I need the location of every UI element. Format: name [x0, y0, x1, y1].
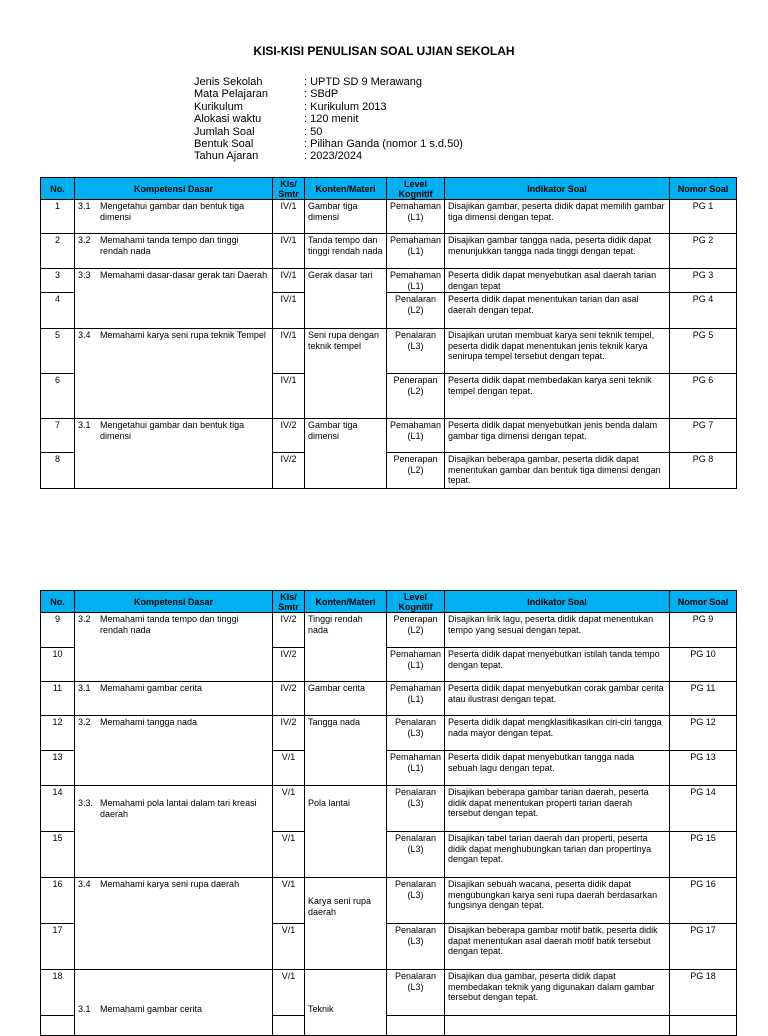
konten-materi: Gambar cerita: [305, 682, 387, 716]
info-row: [194, 113, 463, 125]
nomor-soal: PG 8: [670, 453, 737, 489]
info-row: [194, 101, 463, 113]
kls-smtr: IV/2: [273, 648, 305, 682]
header-no: No.: [41, 591, 75, 613]
row-no: 7: [41, 419, 75, 453]
indikator-soal: Disajikan lirik lagu, peserta didik dapat menentukan tempo yang sesuai dengan tepat.: [445, 613, 670, 648]
header-level-kognitif: Level Kognitif: [387, 178, 445, 200]
kompetensi-dasar-cell: [75, 878, 273, 970]
nomor-soal: PG 15: [670, 832, 737, 878]
document-title: KISI-KISI PENULISAN SOAL UJIAN SEKOLAH: [253, 44, 515, 58]
info-value: : Kurikulum 2013: [304, 100, 387, 113]
row-no: 4: [41, 293, 75, 329]
info-row: [194, 76, 463, 88]
nomor-soal: PG 2: [670, 234, 737, 269]
konten-materi: Tanda tempo dan tinggi rendah nada: [305, 234, 387, 269]
kd-text: Memahami karya seni rupa daerah: [100, 879, 240, 889]
info-value: : 2023/2024: [304, 150, 363, 163]
kompetensi-dasar-cell: [75, 716, 273, 786]
kd-number: 3.2: [78, 717, 91, 727]
kompetensi-dasar-cell: [75, 682, 273, 716]
kls-smtr: V/1: [273, 832, 305, 878]
level-kognitif: Penerapan (L2): [387, 453, 445, 489]
row-no: 8: [41, 453, 75, 489]
kompetensi-dasar-cell: [75, 200, 273, 234]
nomor-soal: PG 14: [670, 786, 737, 832]
kls-smtr: IV/2: [273, 682, 305, 716]
info-label: Jumlah Soal: [194, 125, 255, 138]
info-label: Bentuk Soal: [194, 138, 254, 151]
level-kognitif: Penalaran (L2): [387, 293, 445, 329]
nomor-soal: PG 6: [670, 374, 737, 419]
table-row: [41, 786, 737, 832]
header-indikator-soal: Indikator Soal: [445, 178, 670, 200]
info-row: [194, 88, 463, 100]
kls-smtr: IV/2: [273, 453, 305, 489]
kisi-kisi-table-1: [40, 177, 737, 489]
table-row: [41, 234, 737, 269]
kd-number: 3.3: [78, 270, 91, 280]
indikator-soal: Peserta didik dapat menyebutkan corak gambar cerita atau ilustrasi dengan tepat.: [445, 682, 670, 716]
info-value: : Pilihan Ganda (nomor 1 s.d.50): [304, 138, 463, 151]
nomor-soal: PG 16: [670, 878, 737, 924]
konten-materi: Tangga nada: [305, 716, 387, 786]
nomor-soal: PG 4: [670, 293, 737, 329]
table-row: [41, 682, 737, 716]
kls-smtr: IV/2: [273, 613, 305, 648]
nomor-soal: PG 7: [670, 419, 737, 453]
kompetensi-dasar-cell: [75, 234, 273, 269]
kd-text: Memahami tangga nada: [100, 717, 198, 727]
table-row: [41, 269, 737, 293]
row-no: [41, 1016, 75, 1036]
indikator-soal: Disajikan beberapa gambar, peserta didik dapat menentukan gambar dan bentuk tiga dimensi dengan tepat.: [445, 453, 670, 489]
nomor-soal: PG 18: [670, 970, 737, 1016]
info-label: Kurikulum: [194, 100, 243, 113]
kd-text: Memahami tanda tempo dan tinggi rendah nada: [100, 235, 239, 256]
info-row: [194, 138, 463, 150]
kompetensi-dasar-cell: [75, 269, 273, 329]
indikator-soal: Disajikan beberapa gambar motif batik, peserta didik dapat menentukan asal daerah motif batik tersebut dengan tepat.: [445, 924, 670, 970]
info-row: [194, 126, 463, 138]
row-no: 3: [41, 269, 75, 293]
nomor-soal: PG 17: [670, 924, 737, 970]
table-row: [41, 716, 737, 751]
header-nomor-soal: Nomor Soal: [670, 591, 737, 613]
table-row: [41, 329, 737, 374]
header-konten-materi: Konten/Materi: [305, 591, 387, 613]
level-kognitif: Penerapan (L2): [387, 613, 445, 648]
kd-number: 3.4: [78, 330, 91, 340]
kd-number: 3.2: [78, 235, 91, 245]
nomor-soal: PG 3: [670, 269, 737, 293]
nomor-soal: PG 1: [670, 200, 737, 234]
indikator-soal: Disajikan sebuah wacana, peserta didik dapat mengubungkan karya seni rupa daerah berdasarkan fungsinya dengan tepat.: [445, 878, 670, 924]
nomor-soal: PG 12: [670, 716, 737, 751]
indikator-soal: Peserta didik dapat mengklasifikasikan ciri-ciri tangga nada mayor dengan tepat.: [445, 716, 670, 751]
kd-number: 3.1: [78, 201, 91, 211]
level-kognitif: Pemahaman (L1): [387, 234, 445, 269]
level-kognitif: Penerapan (L2): [387, 374, 445, 419]
header-kls-smtr: Kls/ Smtr: [273, 591, 305, 613]
kls-smtr: IV/1: [273, 269, 305, 293]
kls-smtr: V/1: [273, 924, 305, 970]
level-kognitif: Penalaran (L3): [387, 832, 445, 878]
row-no: 9: [41, 613, 75, 648]
indikator-soal: Peserta didik dapat menyebutkan asal daerah tarian dengan tepat: [445, 269, 670, 293]
table-header-row: [41, 178, 737, 200]
nomor-soal: PG 11: [670, 682, 737, 716]
header-kls-smtr: Kls/ Smtr: [273, 178, 305, 200]
info-value: : UPTD SD 9 Merawang: [304, 76, 422, 88]
row-no: 12: [41, 716, 75, 751]
header-level-kognitif: Level Kognitif: [387, 591, 445, 613]
row-no: 10: [41, 648, 75, 682]
document-info: [194, 76, 463, 163]
indikator-soal: Disajikan dua gambar, peserta didik dapat membedakan teknik yang digunakan dalam gambar tersebut dengan tepat.: [445, 970, 670, 1016]
info-value: : 50: [304, 125, 323, 138]
kompetensi-dasar-cell: [75, 419, 273, 489]
indikator-soal: Disajikan beberapa gambar tarian daerah, peserta didik dapat menentukan properti tarian daerah tersebut dengan tepat.: [445, 786, 670, 832]
level-kognitif: Penalaran (L3): [387, 878, 445, 924]
level-kognitif: [387, 1016, 445, 1036]
row-no: 1: [41, 200, 75, 234]
nomor-soal: PG 10: [670, 648, 737, 682]
header-kompetensi-dasar: Kompetensi Dasar: [75, 178, 273, 200]
konten-materi: Pola lantai: [305, 786, 387, 878]
info-label: Alokasi waktu: [194, 113, 262, 126]
header-indikator-soal: Indikator Soal: [445, 591, 670, 613]
kompetensi-dasar-cell: [75, 329, 273, 419]
level-kognitif: Pemahaman (L1): [387, 751, 445, 786]
row-no: 11: [41, 682, 75, 716]
kls-smtr: IV/2: [273, 419, 305, 453]
row-no: 2: [41, 234, 75, 269]
level-kognitif: Penalaran (L3): [387, 329, 445, 374]
kls-smtr: IV/1: [273, 293, 305, 329]
row-no: 13: [41, 751, 75, 786]
nomor-soal: PG 9: [670, 613, 737, 648]
kls-smtr: V/1: [273, 786, 305, 832]
nomor-soal: PG 5: [670, 329, 737, 374]
kd-number: 3.1: [78, 420, 91, 430]
header-kompetensi-dasar: Kompetensi Dasar: [75, 591, 273, 613]
nomor-soal: PG 13: [670, 751, 737, 786]
info-value: : 120 menit: [304, 113, 359, 126]
level-kognitif: Pemahaman (L1): [387, 682, 445, 716]
indikator-soal: Peserta didik dapat menyebutkan tangga nada sebuah lagu dengan tepat.: [445, 751, 670, 786]
konten-materi: Gambar tiga dimensi: [305, 419, 387, 489]
kls-smtr: V/1: [273, 751, 305, 786]
row-no: 5: [41, 329, 75, 374]
kls-smtr: IV/1: [273, 234, 305, 269]
table-row: [41, 878, 737, 924]
kd-number: 3.3.: [78, 798, 94, 808]
indikator-soal: Disajikan gambar, peserta didik dapat memilih gambar tiga dimensi dengan tepat.: [445, 200, 670, 234]
kls-smtr: IV/1: [273, 329, 305, 374]
level-kognitif: Penalaran (L3): [387, 924, 445, 970]
kls-smtr: V/1: [273, 878, 305, 924]
level-kognitif: Pemahaman (L1): [387, 648, 445, 682]
kd-number: 3.1: [78, 683, 91, 693]
kd-text: Memahami pola lantai dalam tari kreasi daerah: [100, 798, 257, 819]
kompetensi-dasar-cell: [75, 970, 273, 1036]
level-kognitif: Pemahaman (L1): [387, 200, 445, 234]
kls-smtr: IV/2: [273, 716, 305, 751]
indikator-soal: Disajikan tabel tarian daerah dan properti, peserta didik dapat menghubungkan tarian dan propertinya dengan tepat.: [445, 832, 670, 878]
info-row: [194, 150, 463, 162]
kls-smtr: IV/1: [273, 374, 305, 419]
info-label: Mata Pelajaran: [194, 88, 268, 101]
table-header-row: [41, 591, 737, 613]
kd-text: Memahami gambar cerita: [100, 1004, 203, 1014]
nomor-soal: [670, 1016, 737, 1036]
indikator-soal: [445, 1016, 670, 1036]
row-no: 6: [41, 374, 75, 419]
table-row: [41, 419, 737, 453]
table-row: [41, 970, 737, 1016]
row-no: 17: [41, 924, 75, 970]
konten-materi: Teknik: [305, 970, 387, 1036]
kd-text: Mengetahui gambar dan bentuk tiga dimensi: [100, 420, 245, 441]
table-row: [41, 613, 737, 648]
indikator-soal: Peserta didik dapat menyebutkan istilah tanda tempo dengan tepat.: [445, 648, 670, 682]
konten-materi: Seni rupa dengan teknik tempel: [305, 329, 387, 419]
kd-text: Memahami tanda tempo dan tinggi rendah nada: [100, 614, 239, 635]
kd-number: 3.4: [78, 879, 91, 889]
info-value: : SBdP: [304, 88, 339, 101]
info-label: Jenis Sekolah: [194, 76, 263, 88]
row-no: 14: [41, 786, 75, 832]
kls-smtr: IV/1: [273, 200, 305, 234]
kompetensi-dasar-cell: [75, 613, 273, 682]
row-no: 18: [41, 970, 75, 1016]
level-kognitif: Penalaran (L3): [387, 716, 445, 751]
konten-materi: Tinggi rendah nada: [305, 613, 387, 682]
header-nomor-soal: Nomor Soal: [670, 178, 737, 200]
table-row: [41, 200, 737, 234]
kd-text: Memahami karya seni rupa teknik Tempel: [100, 330, 266, 340]
header-konten-materi: Konten/Materi: [305, 178, 387, 200]
kls-smtr: [273, 1016, 305, 1036]
info-label: Tahun Ajaran: [194, 150, 259, 163]
level-kognitif: Penalaran (L3): [387, 970, 445, 1016]
konten-materi: Karya seni rupa daerah: [305, 878, 387, 970]
row-no: 15: [41, 832, 75, 878]
kd-text: Memahami gambar cerita: [100, 683, 203, 693]
kd-number: 3.1: [78, 1004, 91, 1014]
level-kognitif: Penalaran (L3): [387, 786, 445, 832]
indikator-soal: Peserta didik dapat membedakan karya seni teknik tempel dengan tepat.: [445, 374, 670, 419]
indikator-soal: Peserta didik dapat menentukan tarian dan asal daerah dengan tepat.: [445, 293, 670, 329]
indikator-soal: Peserta didik dapat menyebutkan jenis benda dalam gambar tiga dimensi dengan tepat.: [445, 419, 670, 453]
kd-text: Mengetahui gambar dan bentuk tiga dimensi: [100, 201, 245, 222]
konten-materi: Gerak dasar tari: [305, 269, 387, 329]
kompetensi-dasar-cell: [75, 786, 273, 878]
row-no: 16: [41, 878, 75, 924]
konten-materi: Gambar tiga dimensi: [305, 200, 387, 234]
indikator-soal: Disajikan gambar tangga nada, peserta didik dapat menunjukkan tangga nada tinggi dengan tepat.: [445, 234, 670, 269]
indikator-soal: Disajikan urutan membuat karya seni teknik tempel, peserta didik dapat menentukan jenis teknik karya senirupa tempel tersebut dengan tepat.: [445, 329, 670, 374]
level-kognitif: Pemahaman (L1): [387, 269, 445, 293]
kls-smtr: V/1: [273, 970, 305, 1016]
level-kognitif: Pemahaman (L1): [387, 419, 445, 453]
kisi-kisi-table-2: [40, 590, 737, 1036]
kd-text: Memahami dasar-dasar gerak tari Daerah: [100, 270, 268, 280]
kd-number: 3.2: [78, 614, 91, 624]
header-no: No.: [41, 178, 75, 200]
